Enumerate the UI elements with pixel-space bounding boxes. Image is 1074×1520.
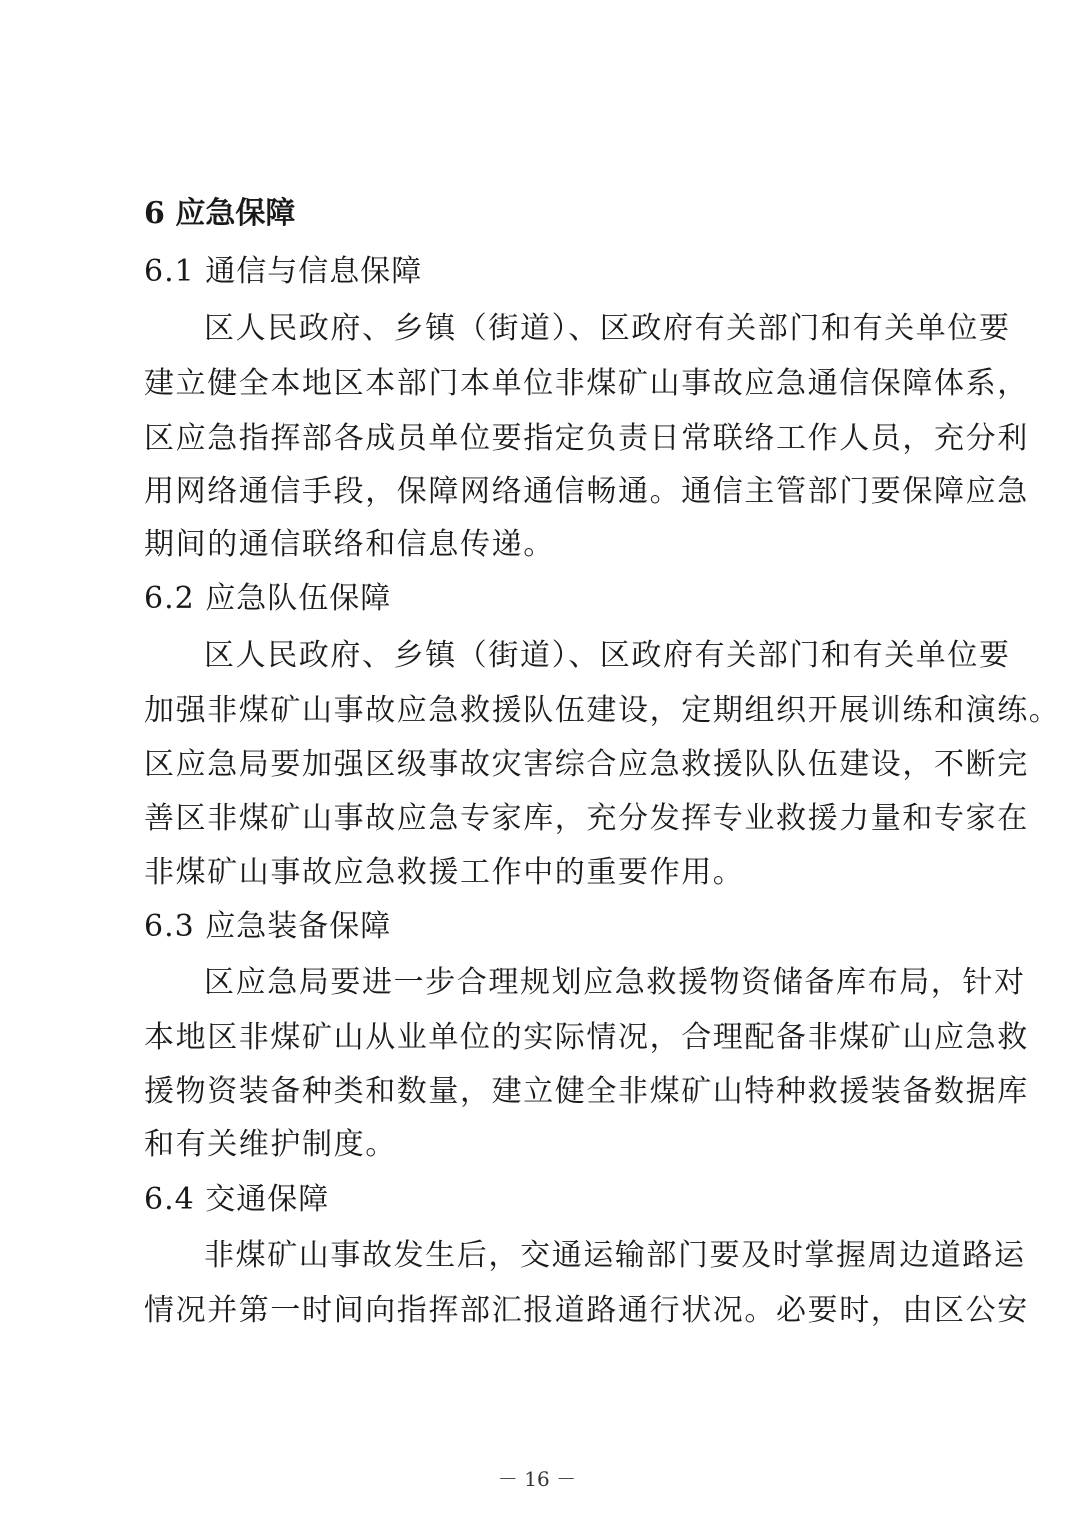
paragraph-line: 援物资装备种类和数量，建立健全非煤矿山特种救援装备数据库 (144, 1074, 1029, 1109)
paragraph-line: 非煤矿山事故发生后，交通运输部门要及时掌握周边道路运 (204, 1238, 1026, 1273)
paragraph-line: 和有关维护制度。 (144, 1127, 397, 1162)
paragraph-line: 非煤矿山事故应急救援工作中的重要作用。 (144, 855, 745, 890)
section-heading-6-1: 6.1 通信与信息保障 (144, 254, 423, 289)
paragraph-line: 情况并第一时间向指挥部汇报道路通行状况。必要时，由区公安 (144, 1293, 1029, 1328)
page-number: － 16 － (497, 1467, 577, 1491)
paragraph-line: 区人民政府、乡镇（街道）、区政府有关部门和有关单位要 (204, 638, 1011, 673)
paragraph-line: 建立健全本地区本部门本单位非煤矿山事故应急通信保障体系， (144, 366, 1029, 401)
chapter-heading: 6 应急保障 (144, 196, 296, 231)
paragraph-line: 期间的通信联络和信息传递。 (144, 527, 555, 562)
section-heading-6-4: 6.4 交通保障 (144, 1182, 330, 1217)
paragraph-line: 善区非煤矿山事故应急专家库，充分发挥专业救援力量和专家在 (144, 801, 1029, 836)
paragraph-line: 区人民政府、乡镇（街道）、区政府有关部门和有关单位要 (204, 311, 1011, 346)
section-heading-6-3: 6.3 应急装备保障 (144, 909, 392, 944)
paragraph-line: 区应急局要加强区级事故灾害综合应急救援队队伍建设，不断完 (144, 747, 1029, 782)
section-heading-6-2: 6.2 应急队伍保障 (144, 581, 392, 616)
paragraph-line: 区应急局要进一步合理规划应急救援物资储备库布局，针对 (204, 965, 1026, 1000)
paragraph-line: 用网络通信手段，保障网络通信畅通。通信主管部门要保障应急 (144, 474, 1029, 509)
paragraph-line: 本地区非煤矿山从业单位的实际情况，合理配备非煤矿山应急救 (144, 1020, 1029, 1055)
paragraph-line: 区应急指挥部各成员单位要指定负责日常联络工作人员，充分利 (144, 421, 1029, 456)
paragraph-line: 加强非煤矿山事故应急救援队伍建设，定期组织开展训练和演练。 (144, 693, 1061, 728)
